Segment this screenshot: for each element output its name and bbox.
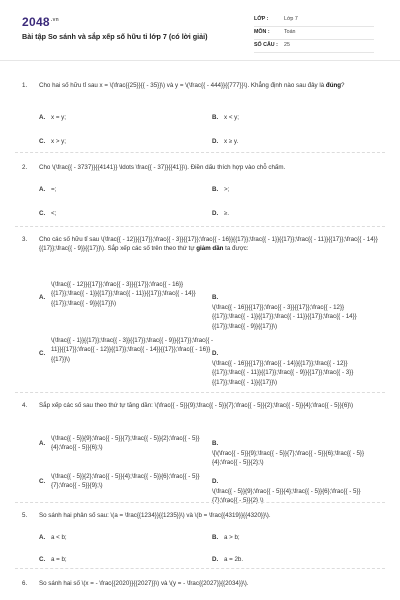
option-b[interactable]: B. x < y; [212,114,239,121]
question-5: 5. So sánh hai phân số sau: \(a = \frac{{1234}}{{1235}}\) và \(b = \frac{{4319}}{{4320}}\). A. a < b; B. a > b; C. a = b; D. a = 2b. [22,512,382,572]
option-a[interactable]: A. x = y; [39,114,66,121]
question-stem: Cho \(\frac{{ - 3737}}{{4141}} \ldots \frac{{ - 37}}{{41}}\). Điền dấu thích hợp vào chỗ chấm. [39,164,286,171]
question-stem: Cho hai số hữu tỉ sau x = \(\frac{{25}}{{ - 35}}\) và y = \(\frac{{ - 444}}{{777}}\). Khẳng định nào sau đây là đúng? [39,82,345,89]
meta-row-lop: LỚP : Lớp 7 [254,14,374,27]
option-c[interactable]: C. <; [39,210,57,217]
option-d[interactable]: D. x ≥ y. [212,138,239,145]
option-d[interactable]: D.\(\frac{{ - 5}}{9};\frac{{ - 5}}{4};\frac{{ - 5}}{6};\frac{{ - 5}}{7};\frac{{ - 5}}{2} \) [212,478,361,505]
option-d[interactable]: D.\(\frac{{ - 16}}{{17}};\frac{{ - 14}}{{17}};\frac{{ - 12}}{{17}};\frac{{ - 11}}{{17}};\frac{{ - 9}}{{17}};\frac{{ - 3}}{{17}};\frac{{ - 1}}{{17}}\) [212,350,354,386]
question-1: 1. Cho hai số hữu tỉ sau x = \(\frac{{25}}{{ - 35}}\) và y = \(\frac{{ - 444}}{{777}}\). Khẳng định nào sau đây là đúng? A. x = y; B. x < y; C. x > y; D. x ≥ y. [22,82,382,162]
question-divider [15,502,385,503]
question-3: 3. Cho các số hữu tỉ sau \(\frac{{ - 12}}{{17}};\frac{{ - 3}}{{17}};\frac{{ - 16}}{{17}};\frac{{ - 1}}{{17}};\frac{{ - 11}}{{17}};\frac{{ - 14}}{{17}};\frac{{ - 9}}{{17}}\). Sắp xếp các số trên theo thứ tự giảm dần ta được: A.\(\frac{{ - 12}}{{17}};\frac{{ - 3}}{{17}};\frac{{ - 16}}{{17}};\frac{{ - 1}}{{17}};\frac{{ - 11}}{{17}};\frac{{ - 14}}{{17}};\frac{{ - 9}}{{17}}\) B.\(\frac{{ - 16}}{{17}};\frac{{ - 3}}{{17}};\frac{{ - 12}}{{17}};\frac{{ - 1}}{{17}};\frac{{ - 11}}{{17}};\frac{{ - 14}}{{17}};\frac{{ - 9}}{{17}}\) C.\(\frac{{ - 1}}{{17}};\frac{{ - 3}}{{17}};\frac{{ - 9}}{{17}};\frac{{ - 11}}{{17}};\frac{{ - 12}}{{17}};\frac{{ - 14}}{{17}};\frac{{ - 16}}{{17}}\) D.\(\frac{{ - 16}}{{17}};\frac{{ - 14}}{{17}};\frac{{ - 12}}{{17}};\frac{{ - 11}}{{17}};\frac{{ - 9}}{{17}};\frac{{ - 3}}{{17}};\frac{{ - 1}}{{17}}\) [22,236,382,386]
question-stem: Sắp xếp các số sau theo thứ tự tăng dần: \(\frac{{ - 5}}{9};\frac{{ - 5}}{7};\frac{{ - 5}}{2};\frac{{ - 5}}{4};\frac{{ - 5}}{6}\) [39,402,354,409]
question-stem: So sánh hai phân số sau: \(a = \frac{{1234}}{{1235}}\) và \(b = \frac{{4319}}{{4320}}\). [39,512,271,519]
question-stem: Cho các số hữu tỉ sau \(\frac{{ - 12}}{{17}};\frac{{ - 3}}{{17}};\frac{{ - 16}}{{17}};\frac{{ - 1}}{{17}};\frac{{ - 11}}{{17}};\frac{{ - 14}}{{17}};\frac{{ - 9}}{{17}}\). Sắp xếp các số trên theo thứ tự giảm dần ta được: [39,236,378,252]
question-4: 4. Sắp xếp các số sau theo thứ tự tăng dần: \(\frac{{ - 5}}{9};\frac{{ - 5}}{7};\frac{{ - 5}}{2};\frac{{ - 5}}{4};\frac{{ - 5}}{6}\) A.\(\frac{{ - 5}}{9};\frac{{ - 5}}{7};\frac{{ - 5}}{2};\frac{{ - 5}}{4};\frac{{ - 5}}{6};\) B.\[\(\frac{{ - 5}}{9};\frac{{ - 5}}{7};\frac{{ - 5}}{6};\frac{{ - 5}}{4};\frac{{ - 5}}{2};\) C.\(\frac{{ - 5}}{2};\frac{{ - 5}}{4};\frac{{ - 5}}{6};\frac{{ - 5}}{7};\frac{{ - 5}}{9};\) D.\(\frac{{ - 5}}{9};\frac{{ - 5}}{4};\frac{{ - 5}}{6};\frac{{ - 5}}{7};\frac{{ - 5}}{2} \) [22,402,382,502]
option-b[interactable]: B. >; [212,186,230,193]
option-d[interactable]: D. a = 2b. [212,556,244,563]
option-a[interactable]: A. =; [39,186,57,193]
question-divider [15,568,385,569]
option-c[interactable]: C.\(\frac{{ - 1}}{{17}};\frac{{ - 3}}{{17}};\frac{{ - 9}}{{17}};\frac{{ - 11}}{{17}};\frac{{ - 12}}{{17}};\frac{{ - 14}}{{17}};\frac{{ - 16}}{{17}}\) [39,337,214,363]
option-a[interactable]: A.\(\frac{{ - 12}}{{17}};\frac{{ - 3}}{{17}};\frac{{ - 16}}{{17}};\frac{{ - 1}}{{17}};\frac{{ - 11}}{{17}};\frac{{ - 14}}{{17}};\frac{{ - 9}}{{17}}\) [39,281,196,307]
option-c[interactable]: C. a = b; [39,556,67,563]
option-b[interactable]: B. a > b; [212,534,240,541]
worksheet-title: Bài tập So sánh và sắp xếp số hữu tỉ lớp 7 (có lời giải) [22,32,208,41]
option-b[interactable]: B.\[\(\frac{{ - 5}}{9};\frac{{ - 5}}{7};\frac{{ - 5}}{6};\frac{{ - 5}}{4};\frac{{ - 5}}{2};\) [212,440,365,467]
option-c[interactable]: C. x > y; [39,138,66,145]
question-2: 2. Cho \(\frac{{ - 3737}}{{4141}} \ldots \frac{{ - 37}}{{41}}\). Điền dấu thích hợp vào chỗ chấm. A. =; B. >; C. <; D. ≥. [22,164,382,234]
option-d[interactable]: D. ≥. [212,210,230,217]
option-a[interactable]: A.\(\frac{{ - 5}}{9};\frac{{ - 5}}{7};\frac{{ - 5}}{2};\frac{{ - 5}}{4};\frac{{ - 5}}{6};\) [39,435,200,452]
meta-table [254,14,374,53]
question-divider [15,226,385,227]
site-logo[interactable]: $2048^{.vn}$ [22,15,60,29]
option-c[interactable]: C.\(\frac{{ - 5}}{2};\frac{{ - 5}}{4};\frac{{ - 5}}{6};\frac{{ - 5}}{7};\frac{{ - 5}}{9};\) [39,473,200,490]
worksheet-header [0,0,400,61]
meta-row-so-cau: SỐ CÂU : 25 [254,40,374,53]
question-divider [15,392,385,393]
question-stem: So sánh hai số \(x = - \frac{{2020}}{{2027}}\) và \(y = - \frac{{2027}}{{2034}}\). [39,580,249,587]
meta-row-mon: MÔN : Toán [254,27,374,40]
question-divider [15,152,385,153]
question-6: 6. So sánh hai số \(x = - \frac{{2020}}{{2027}}\) và \(y = - \frac{{2027}}{{2034}}\). [22,580,382,594]
option-a[interactable]: A. a < b; [39,534,67,541]
option-b[interactable]: B.\(\frac{{ - 16}}{{17}};\frac{{ - 3}}{{17}};\frac{{ - 12}}{{17}};\frac{{ - 1}}{{17}};\frac{{ - 11}}{{17}};\frac{{ - 14}}{{17}};\frac{{ - 9}}{{17}}\) [212,294,357,330]
